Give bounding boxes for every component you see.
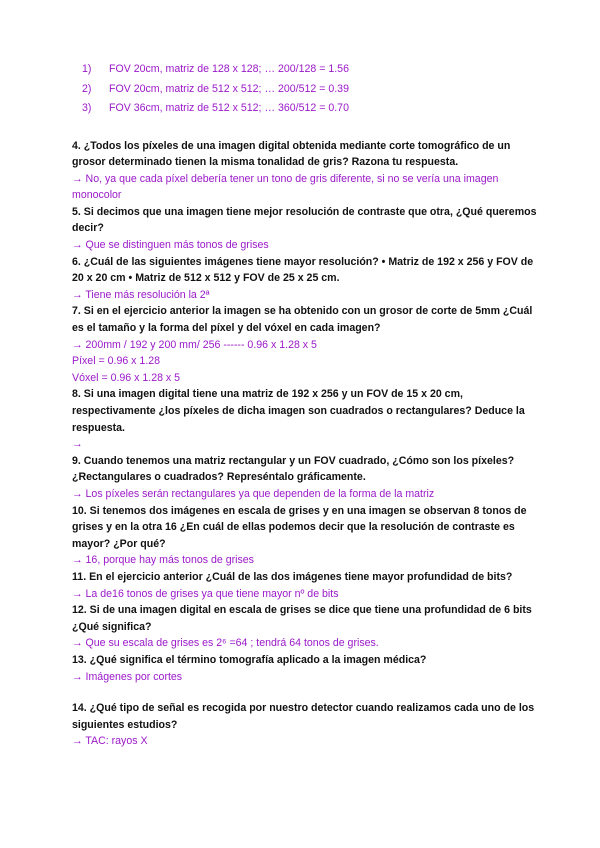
answer-11: → La de16 tonos de grises ya que tiene mayor nº de bits <box>72 587 339 600</box>
question-5: 5. Si decimos que una imagen tiene mejor resolución de contraste que otra, ¿Qué queremos decir? <box>72 205 537 235</box>
answer-7: → 200mm / 192 y 200 mm/ 256 ------ 0.96 x 1.28 x 5 <box>72 338 317 351</box>
answer-7-voxel: Vóxel = 0.96 x 1.28 x 5 <box>72 371 181 384</box>
answer-7-pixel: Píxel = 0.96 x 1.28 <box>72 355 161 368</box>
answer-6: → Tiene más resolución la 2ª <box>72 288 210 301</box>
question-13: 13. ¿Qué significa el término tomografía aplicado a la imagen médica? <box>72 653 427 666</box>
spacer <box>72 685 540 700</box>
question-8: 8. Si una imagen digital tiene una matriz de 192 x 256 y un FOV de 15 x 20 cm, respectivamente ¿los píxeles de dicha imagen son cuadrados o rectangulares? Deduce la respuesta. <box>72 388 525 434</box>
fov-list <box>82 60 540 119</box>
answer-9: → Los píxeles serán rectangulares ya que dependen de la forma de la matriz <box>72 487 435 500</box>
answer-5: → Que se distinguen más tonos de grises <box>72 239 269 252</box>
question-6: 6. ¿Cuál de las siguientes imágenes tiene mayor resolución? • Matriz de 192 x 256 y FOV de 20 x 20 cm • Matriz de 512 x 512 y FOV de 25 x 25 cm. <box>72 255 534 285</box>
list-item: 2) FOV 20cm, matriz de 512 x 512; … 200/512 = 0.39 <box>82 82 349 95</box>
question-10: 10. Si tenemos dos imágenes en escala de grises y en una imagen se observan 8 tonos de grises y en la otra 16 ¿En cuál de ellas podemos decir que la resolución de contraste es mayor? ¿Por qué? <box>72 504 527 550</box>
question-11: 11. En el ejercicio anterior ¿Cuál de las dos imágenes tiene mayor profundidad de bits? <box>72 570 513 583</box>
answer-12: → Que su escala de grises es 2⁶ =64 ; tendrá 64 tonos de grises. <box>72 637 379 650</box>
answer-13: → Imágenes por cortes <box>72 670 183 683</box>
document-body <box>72 60 540 750</box>
answer-4: → No, ya que cada píxel debería tener un tono de gris diferente, si no se vería una imagen monocolor <box>72 172 499 202</box>
question-12: 12. Si de una imagen digital en escala de grises se dice que tiene una profundidad de 6 bits ¿Qué significa? <box>72 604 532 633</box>
answer-14: → TAC: rayos X <box>72 735 148 748</box>
list-item: 3) FOV 36cm, matriz de 512 x 512; … 360/512 = 0.70 <box>82 102 349 114</box>
list-item: 1) FOV 20cm, matriz de 128 x 128; … 200/128 = 1.56 <box>82 63 349 75</box>
question-7: 7. Si en el ejercicio anterior la imagen se ha obtenido con un grosor de corte de 5mm ¿Cuál es el tamaño y la forma del píxel y del vóxel en cada imagen? <box>72 305 533 335</box>
answer-8: → <box>72 438 83 451</box>
spacer <box>72 119 540 138</box>
question-4: 4. ¿Todos los píxeles de una imagen digital obtenida mediante corte tomográfico de un grosor determinado tienen la misma tonalidad de gris? Razona tu respuesta. <box>72 139 511 169</box>
answer-10: → 16, porque hay más tonos de grises <box>72 554 254 567</box>
question-9: 9. Cuando tenemos una matriz rectangular y un FOV cuadrado, ¿Cómo son los píxeles? ¿Rectangulares o cuadrados? Represéntalo gráficamente. <box>72 454 515 484</box>
question-14: 14. ¿Qué tipo de señal es recogida por nuestro detector cuando realizamos cada uno de los siguientes estudios? <box>72 702 535 731</box>
